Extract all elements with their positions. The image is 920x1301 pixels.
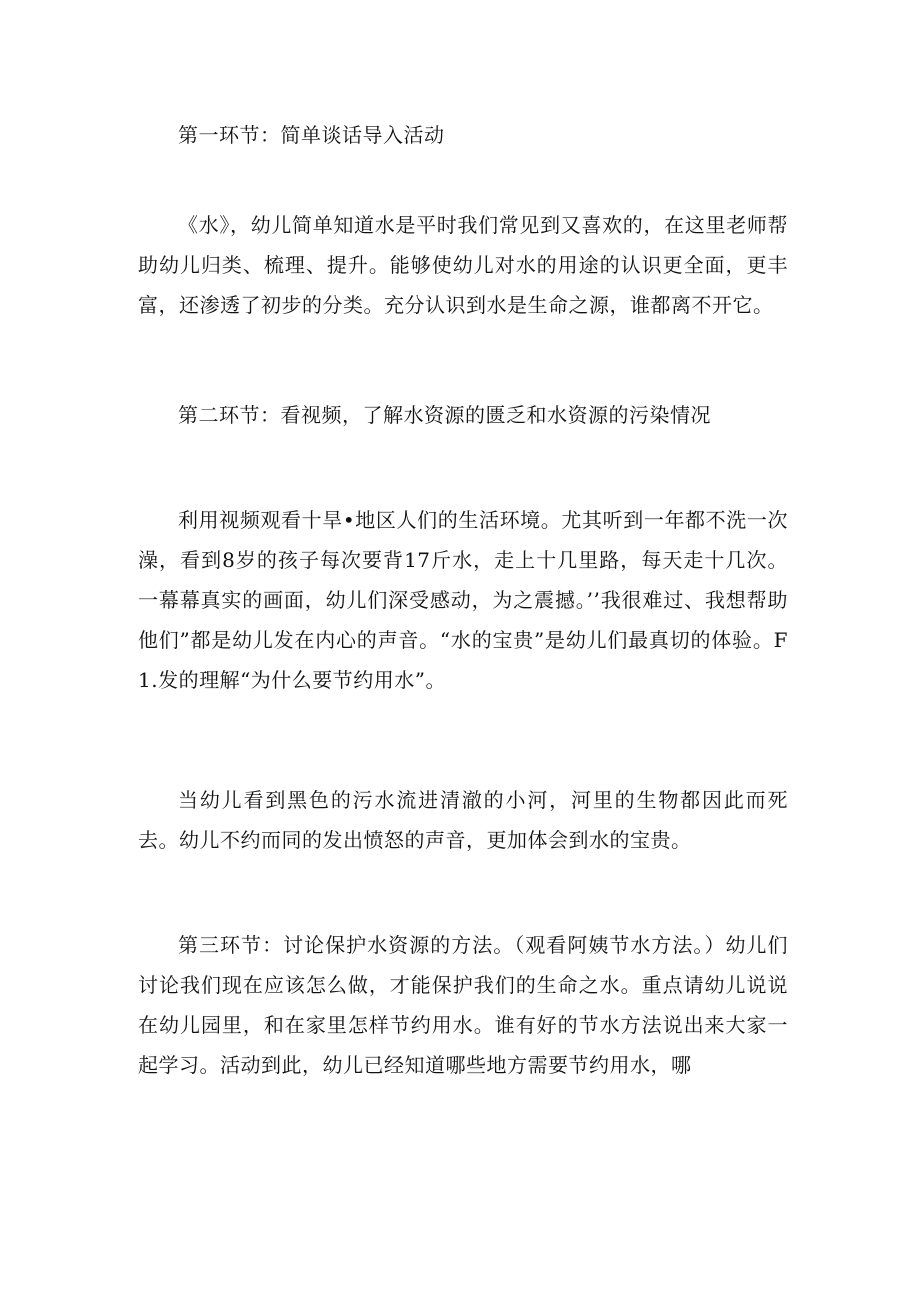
section-two-body: 利用视频观看十旱•地区人们的生活环境。尤其听到一年都不洗一次澡，看到8岁的孩子每次要背17斤水，走上十几里路，每天走十几次。一幕幕真实的画面，幼儿们深受感动，为之震撼。’’我很难过、我想帮助他们”都是幼儿发在内心的声音。“水的宝贵”是幼儿们最真切的体验。F1.发的理解“为什么要节约用水”。 — [138, 508, 788, 692]
section-three-paragraph: 第三环节：讨论保护水资源的方法。（观看阿姨节水方法。）幼儿们讨论我们现在应该怎么做，才能保护我们的生命之水。重点请幼儿说说在幼儿园里，和在家里怎样节约用水。谁有好的节水方法说出来大家一起学习。活动到此，幼儿已经知道哪些地方需要节约用水，哪 — [138, 933, 788, 1077]
section-one-body: 《水》，幼儿简单知道水是平时我们常见到又喜欢的，在这里老师帮助幼儿归类、梳理、提升。能够使幼儿对水的用途的认识更全面，更丰富，还渗透了初步的分类。充分认识到水是生命之源，谁都离不开它。 — [138, 213, 788, 317]
section-one-heading: 第一环节：简单谈话导入活动 — [178, 123, 445, 147]
pollution-paragraph: 当幼儿看到黑色的污水流进清澈的小河，河里的生物都因此而死去。幼儿不约而同的发出愤怒的声音，更加体会到水的宝贵。 — [138, 788, 788, 852]
section-two-heading: 第二环节：看视频，了解水资源的匮乏和水资源的污染情况 — [178, 403, 711, 427]
